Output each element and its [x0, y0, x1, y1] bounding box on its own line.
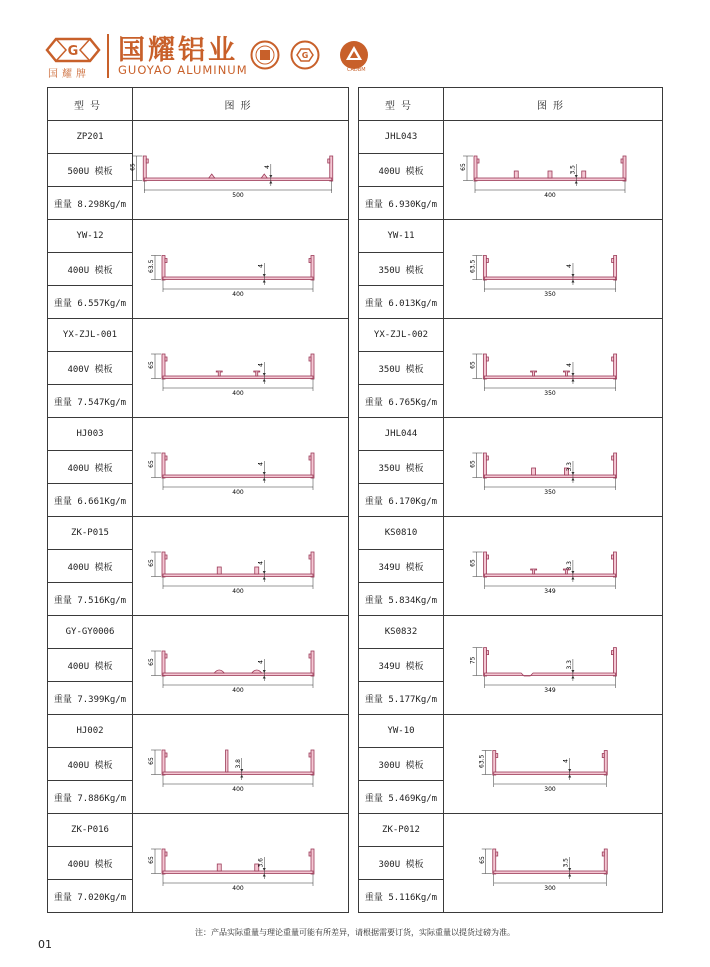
width-dimension-label: 400 — [231, 390, 244, 397]
profile-rib — [217, 864, 221, 871]
profile-weight: 重量 7.399Kg/m — [48, 682, 133, 715]
height-dimension-label: 63.5 — [147, 259, 155, 273]
page-number: 01 — [38, 938, 52, 951]
profile-right-lip — [327, 159, 329, 163]
profile-rib — [261, 174, 267, 178]
profile-section — [162, 849, 314, 874]
profile-figure-cell — [133, 715, 349, 814]
profile-left-flange — [162, 849, 165, 874]
height-dimension-label: 75 — [469, 656, 477, 665]
width-dimension-label: 400 — [231, 489, 244, 496]
profile-right-lip — [309, 654, 311, 658]
profile-left-lip — [486, 259, 488, 263]
profile-drawing — [136, 427, 346, 507]
profile-section — [162, 552, 314, 577]
profile-left-flange — [162, 256, 165, 280]
profile-right-lip — [309, 852, 311, 856]
table-row — [48, 319, 349, 352]
profile-right-flange — [613, 552, 616, 577]
profile-web — [163, 376, 313, 379]
profile-rib — [514, 171, 518, 178]
width-dimension-label: 349 — [544, 588, 556, 595]
profile-name: 300U 模板 — [359, 847, 444, 880]
profile-figure-cell — [133, 418, 349, 517]
height-dimension-label: 65 — [147, 658, 155, 666]
left-profile-table — [47, 87, 349, 913]
table-row — [359, 814, 663, 847]
profile-section — [143, 156, 333, 181]
profile-name: 400U 模板 — [48, 451, 133, 484]
profile-right-flange — [604, 751, 607, 775]
profile-figure-cell — [444, 616, 663, 715]
profile-left-flange — [162, 651, 165, 676]
profile-rib — [225, 750, 227, 772]
profile-right-lip — [309, 357, 311, 361]
profile-right-lip — [309, 456, 311, 460]
thickness-dimension-label: 3.5 — [562, 858, 570, 868]
profile-weight: 重量 5.177Kg/m — [359, 682, 444, 715]
width-dimension-label: 400 — [231, 291, 244, 298]
width-dimension-label: 500 — [231, 192, 244, 199]
profile-web — [163, 673, 313, 676]
profile-name: 400V 模板 — [48, 352, 133, 385]
profile-figure-cell — [133, 814, 349, 913]
profile-drawing — [136, 724, 346, 804]
height-dimension-label: 63.5 — [478, 754, 486, 768]
profile-model: JHL043 — [359, 121, 444, 154]
profile-name: 350U 模板 — [359, 253, 444, 286]
profile-left-lip — [487, 555, 489, 559]
profile-drawing — [136, 823, 346, 903]
profile-figure-cell — [444, 517, 663, 616]
profile-rib — [251, 670, 261, 673]
height-dimension-label: 63.5 — [469, 259, 477, 273]
height-dimension-label: 65 — [469, 361, 477, 369]
profile-web — [144, 178, 332, 181]
table-row — [48, 418, 349, 451]
profile-name: 500U 模板 — [48, 154, 133, 187]
profile-web — [163, 277, 313, 280]
profile-left-flange — [484, 648, 487, 676]
profile-weight: 重量 5.469Kg/m — [359, 781, 444, 814]
profile-left-lip — [477, 159, 479, 163]
profile-right-flange — [311, 552, 314, 577]
thickness-dimension-label: 3.6 — [256, 858, 264, 868]
footnote: 注：产品实际重量与理论重量可能有所差异，请根据需要订货，实际重量以提货过磅为准。 — [195, 928, 515, 937]
profile-figure-cell — [133, 220, 349, 319]
profile-rib — [216, 371, 222, 376]
profile-model: ZK-P012 — [359, 814, 444, 847]
profile-left-flange — [162, 354, 165, 379]
profile-right-lip — [611, 651, 613, 655]
table-row — [359, 121, 663, 154]
profile-left-lip — [496, 852, 498, 856]
profile-left-flange — [162, 750, 165, 775]
profile-drawing — [448, 724, 658, 804]
profile-left-flange — [143, 156, 146, 181]
profile-weight: 重量 6.661Kg/m — [48, 484, 133, 517]
height-dimension-label: 65 — [147, 559, 155, 567]
profile-figure-cell — [444, 121, 663, 220]
thickness-dimension-label: 3.3 — [565, 462, 573, 472]
brand-name-en: GUOYAO ALUMINUM — [118, 63, 248, 77]
trademark-seal-icon — [290, 40, 320, 70]
profile-right-flange — [614, 256, 617, 280]
width-dimension-label: 400 — [231, 786, 244, 793]
profile-rib — [253, 371, 259, 376]
height-dimension-label: 65 — [460, 163, 467, 171]
profile-right-lip — [612, 357, 614, 361]
profile-model: HJ002 — [48, 715, 133, 748]
height-dimension-label: 65 — [147, 757, 155, 765]
table-row — [48, 715, 349, 748]
profile-web — [494, 871, 607, 874]
profile-right-lip — [309, 555, 311, 559]
thickness-dimension-label: 3.5 — [569, 165, 577, 175]
profile-name: 400U 模板 — [48, 748, 133, 781]
profile-name: 349U 模板 — [359, 649, 444, 682]
profile-right-flange — [623, 156, 626, 181]
profile-drawing — [448, 625, 658, 705]
profile-name: 350U 模板 — [359, 451, 444, 484]
profile-right-flange — [614, 453, 617, 478]
cadbm-badge-icon — [339, 40, 369, 70]
col-model-header: 型号 — [48, 88, 133, 121]
profile-section — [162, 256, 314, 280]
profile-name: 300U 模板 — [359, 748, 444, 781]
profile-web — [484, 277, 615, 280]
profile-rib — [582, 171, 586, 178]
profile-web — [163, 574, 313, 577]
profile-name: 400U 模板 — [359, 154, 444, 187]
profile-rib — [532, 468, 536, 475]
profile-name: 400U 模板 — [48, 550, 133, 583]
profile-right-lip — [612, 456, 614, 460]
profile-model: YW-11 — [359, 220, 444, 253]
thickness-dimension-label: 4 — [256, 264, 264, 268]
profile-drawing — [448, 823, 658, 903]
width-dimension-label: 350 — [544, 390, 556, 397]
profile-figure-cell — [128, 121, 349, 220]
table-row — [359, 616, 663, 649]
profile-right-flange — [329, 156, 332, 181]
profile-left-lip — [487, 651, 489, 655]
profile-rib — [254, 567, 258, 574]
profile-right-lip — [309, 753, 311, 757]
table-row — [48, 220, 349, 253]
thickness-dimension-label: 4 — [256, 363, 264, 367]
profile-left-flange — [162, 552, 165, 577]
profile-section — [162, 453, 314, 478]
profile-left-lip — [486, 456, 488, 460]
profile-weight: 重量 7.020Kg/m — [48, 880, 133, 913]
table-row — [359, 715, 663, 748]
svg-text:G: G — [301, 51, 309, 60]
profile-drawing — [448, 130, 658, 210]
profile-drawing — [448, 526, 658, 606]
table-row — [359, 319, 663, 352]
height-dimension-label: 65 — [469, 460, 477, 468]
profile-web — [485, 673, 616, 676]
certification-seal-icon — [250, 40, 280, 70]
profile-drawing — [448, 229, 658, 309]
thickness-dimension-label: 3.3 — [565, 561, 573, 571]
profile-left-flange — [483, 256, 486, 280]
profile-weight: 重量 6.765Kg/m — [359, 385, 444, 418]
profile-model: KS0810 — [359, 517, 444, 550]
profile-left-lip — [165, 753, 167, 757]
profile-left-flange — [483, 453, 486, 478]
profile-left-lip — [165, 456, 167, 460]
table-row — [359, 418, 663, 451]
thickness-dimension-label: 4 — [565, 363, 573, 367]
profile-drawing — [448, 427, 658, 507]
profile-right-flange — [311, 354, 314, 379]
profile-model: ZK-P015 — [48, 517, 133, 550]
profile-right-flange — [311, 849, 314, 874]
table-row — [48, 616, 349, 649]
profile-right-lip — [611, 555, 613, 559]
height-dimension-label: 65 — [147, 361, 155, 369]
profile-model: GY-GY0006 — [48, 616, 133, 649]
width-dimension-label: 349 — [544, 687, 556, 694]
profile-drawing — [136, 229, 346, 309]
profile-section — [162, 651, 314, 676]
width-dimension-label: 300 — [544, 885, 556, 892]
profile-weight: 重量 7.547Kg/m — [48, 385, 133, 418]
col-figure-header: 图形 — [444, 88, 663, 121]
right-profile-table — [358, 87, 663, 913]
thickness-dimension-label: 3.3 — [565, 660, 573, 670]
height-dimension-label: 65 — [147, 460, 155, 468]
height-dimension-label: 65 — [147, 856, 155, 864]
profile-web — [485, 574, 616, 577]
profile-left-flange — [483, 354, 486, 379]
profile-right-lip — [621, 159, 623, 163]
thickness-dimension-label: 4 — [256, 660, 264, 664]
profile-section — [493, 751, 608, 775]
thickness-dimension-label: 4 — [562, 759, 570, 763]
profile-left-lip — [146, 159, 148, 163]
profile-name: 349U 模板 — [359, 550, 444, 583]
profile-web — [484, 376, 615, 379]
profile-section — [483, 453, 616, 478]
profile-web — [163, 475, 313, 478]
profile-figure-cell — [444, 220, 663, 319]
profile-rib — [531, 371, 537, 376]
profile-left-lip — [165, 852, 167, 856]
profile-left-lip — [165, 259, 167, 263]
profile-model: YX-ZJL-002 — [359, 319, 444, 352]
profile-left-lip — [486, 357, 488, 361]
profile-drawing — [136, 328, 346, 408]
width-dimension-label: 350 — [544, 489, 556, 496]
height-dimension-label: 65 — [128, 163, 136, 171]
profile-right-lip — [612, 259, 614, 263]
profile-right-flange — [614, 354, 617, 379]
col-model-header: 型号 — [359, 88, 444, 121]
profile-weight: 重量 7.516Kg/m — [48, 583, 133, 616]
profile-section — [483, 354, 616, 379]
logo-subtitle: 国耀牌 — [48, 69, 90, 80]
thickness-dimension-label: 4 — [565, 264, 573, 268]
profile-model: ZK-P016 — [48, 814, 133, 847]
profile-right-flange — [311, 651, 314, 676]
profile-name: 400U 模板 — [48, 649, 133, 682]
profile-right-flange — [613, 648, 616, 676]
profile-name: 400U 模板 — [48, 847, 133, 880]
table-row — [359, 517, 663, 550]
table-row — [48, 814, 349, 847]
profile-name: 350U 模板 — [359, 352, 444, 385]
profile-section — [474, 156, 626, 181]
profile-model: JHL044 — [359, 418, 444, 451]
table-row — [48, 121, 349, 154]
profile-figure-cell — [444, 418, 663, 517]
profile-model: KS0832 — [359, 616, 444, 649]
profile-rib — [531, 569, 537, 574]
profile-figure-cell — [133, 616, 349, 715]
profile-right-lip — [309, 259, 311, 263]
profile-weight: 重量 6.013Kg/m — [359, 286, 444, 319]
profile-web — [494, 772, 607, 775]
profile-section — [484, 552, 617, 577]
profile-model: HJ003 — [48, 418, 133, 451]
width-dimension-label: 400 — [231, 885, 244, 892]
width-dimension-label: 400 — [544, 192, 556, 199]
profile-figure-cell — [444, 715, 663, 814]
profile-rib — [214, 670, 224, 673]
height-dimension-label: 65 — [478, 856, 486, 864]
profile-left-lip — [496, 754, 498, 758]
table-row — [48, 517, 349, 550]
profile-left-lip — [165, 555, 167, 559]
profile-figure-cell — [133, 319, 349, 418]
col-figure-header: 图形 — [133, 88, 349, 121]
profile-drawing — [136, 526, 346, 606]
profile-rib — [208, 174, 214, 178]
profile-left-lip — [165, 357, 167, 361]
brand-name-cn: 国耀铝业 — [118, 35, 238, 66]
logo-divider — [107, 34, 109, 78]
profile-model: YW-12 — [48, 220, 133, 253]
thickness-dimension-label: 4 — [263, 165, 271, 169]
thickness-dimension-label: 3.8 — [234, 759, 242, 769]
profile-weight: 重量 7.886Kg/m — [48, 781, 133, 814]
cadbm-badge-label: CADBM — [347, 67, 366, 73]
profile-section — [162, 354, 314, 379]
profile-model: YW-10 — [359, 715, 444, 748]
profile-right-flange — [311, 750, 314, 775]
profile-model: YX-ZJL-001 — [48, 319, 133, 352]
profile-web — [484, 475, 615, 478]
profile-weight: 重量 5.834Kg/m — [359, 583, 444, 616]
profile-left-lip — [165, 654, 167, 658]
profile-weight: 重量 6.930Kg/m — [359, 187, 444, 220]
profile-right-lip — [602, 852, 604, 856]
profile-section — [483, 256, 616, 280]
profile-name: 400U 模板 — [48, 253, 133, 286]
table-row — [359, 220, 663, 253]
profile-left-flange — [474, 156, 477, 181]
profile-weight: 重量 5.116Kg/m — [359, 880, 444, 913]
profile-figure-cell — [133, 517, 349, 616]
profile-right-flange — [311, 256, 314, 280]
thickness-dimension-label: 4 — [256, 462, 264, 466]
profile-drawing — [448, 328, 658, 408]
profile-left-flange — [162, 453, 165, 478]
height-dimension-label: 65 — [469, 559, 477, 567]
profile-right-lip — [602, 754, 604, 758]
header — [0, 0, 710, 84]
profile-left-flange — [484, 552, 487, 577]
profile-model: ZP201 — [48, 121, 133, 154]
profile-drawing — [128, 130, 346, 210]
width-dimension-label: 300 — [544, 786, 556, 793]
guoyao-logo-icon — [44, 36, 102, 64]
profile-section — [484, 648, 617, 676]
profile-web — [163, 772, 313, 775]
profile-figure-cell — [444, 814, 663, 913]
profile-figure-cell — [444, 319, 663, 418]
profile-right-flange — [311, 453, 314, 478]
profile-left-flange — [493, 849, 496, 874]
width-dimension-label: 350 — [544, 291, 556, 298]
thickness-dimension-label: 4 — [256, 561, 264, 565]
profile-rib — [563, 371, 569, 376]
profile-rib — [217, 567, 221, 574]
width-dimension-label: 400 — [231, 687, 244, 694]
profile-rib — [548, 171, 552, 178]
profile-section — [493, 849, 608, 874]
profile-drawing — [136, 625, 346, 705]
svg-text:G: G — [67, 44, 79, 59]
width-dimension-label: 400 — [231, 588, 244, 595]
profile-weight: 重量 8.298Kg/m — [48, 187, 133, 220]
profile-left-flange — [493, 751, 496, 775]
profile-web — [163, 871, 313, 874]
profile-weight: 重量 6.170Kg/m — [359, 484, 444, 517]
profile-right-flange — [604, 849, 607, 874]
profile-weight: 重量 6.557Kg/m — [48, 286, 133, 319]
